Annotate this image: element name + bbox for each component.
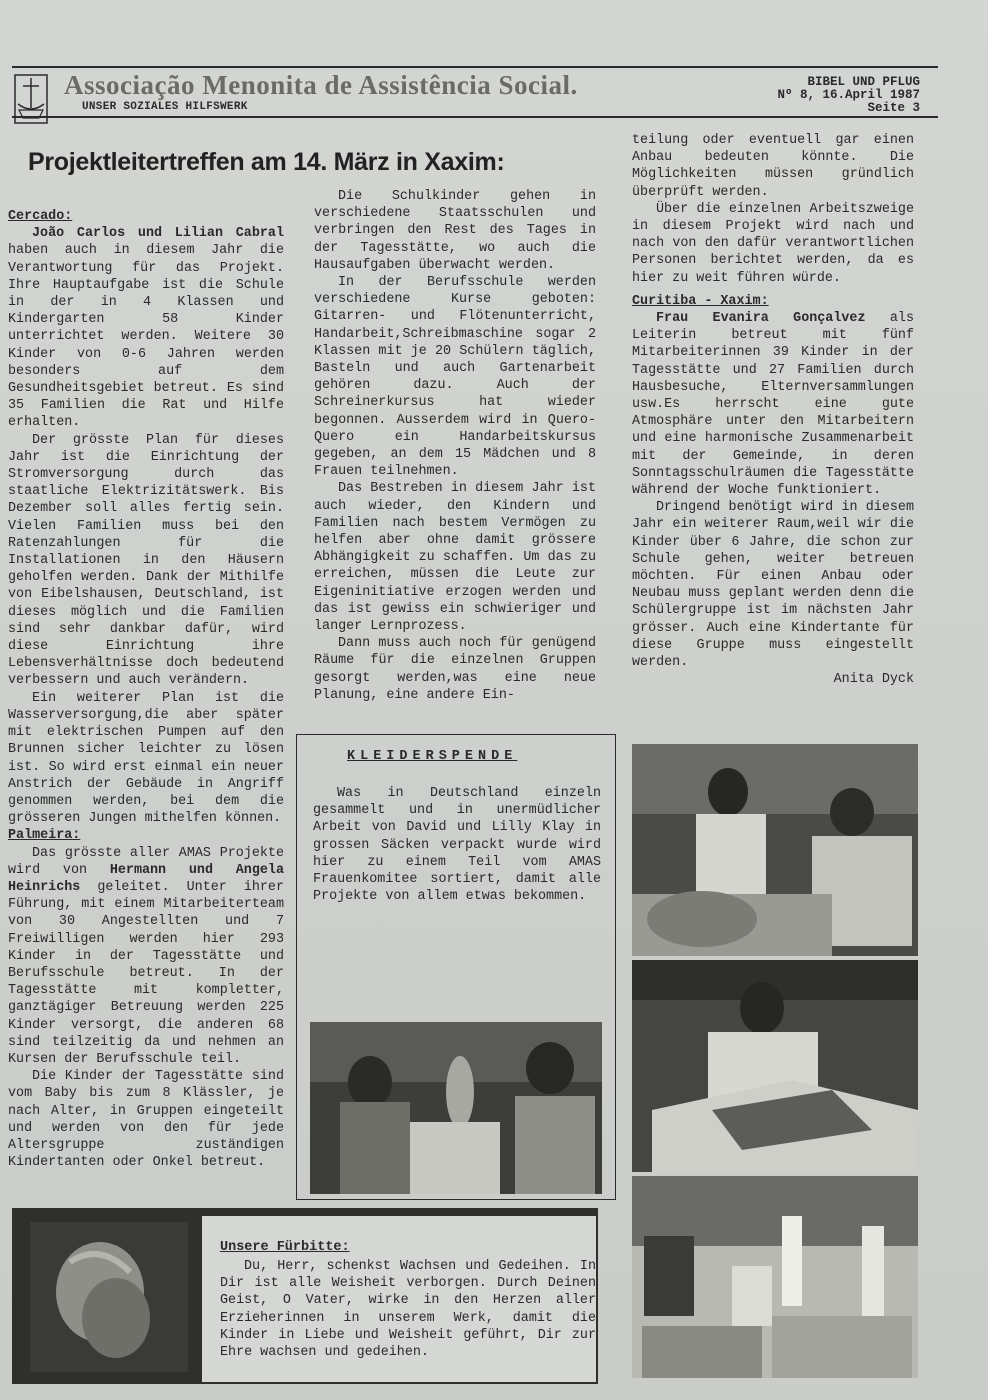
col3-paragraph-1: teilung oder eventuell gar einen Anbau bedeuten könnte. Die Möglichkeiten müssen gründlich überprüft werden.	[632, 133, 914, 200]
col2-paragraph-1: Die Schulkinder gehen in verschiedene Staatsschulen und verbringen den Rest des Tages in der Tagesstätte, wo auch die Hausaufgaben überwacht werden.	[314, 189, 596, 273]
article-column-2	[314, 188, 596, 704]
article-column-3	[632, 132, 914, 689]
article-headline: Projektleitertreffen am 14. März in Xaxim:	[28, 148, 505, 176]
cercado-paragraph-3: Ein weiterer Plan ist die Wasserversorgung,die aber später mit elektrischen Pumpen auf den Brunnen sicher leichter zu lösen ist. So wird erst einmal ein neuer Anstrich der Gebäude in Angriff genommen werden, bei dem die grösseren Jungen mithelfen können.	[8, 690, 284, 827]
photo-women-with-boxes	[632, 1176, 918, 1378]
cercado-paragraph-2: Der grösste Plan für dieses Jahr ist die Einrichtung der Stromversorgung durch das staatliche Elektrizitätswerk. Bis Dezember soll alles fertig sein. Vielen Familien muss bei den Ratenzahlungen für die Installationen in den Häusern geholfen werden. Dank der Mithilfe von Eibelshausen, Deutschland, ist dieses möglich und die Familien sind sehr dankbar dafür, wird diese Einrichtung ihre Lebensverhältnisse doch bedeutend verbessern und auch verändern.	[8, 432, 284, 689]
article-column-1	[8, 208, 284, 1171]
palmeira-paragraph-2: Die Kinder der Tagesstätte sind vom Baby bis zum 8 Klässler, je nach Alter, in Gruppen eingeteilt und werden von den für jede Altersgruppe zuständigen Kindertanten oder Onkel betreut.	[8, 1069, 284, 1171]
palmeira-paragraph-1	[8, 845, 284, 1069]
photo-sorting-table	[632, 744, 918, 956]
publication-info	[777, 76, 920, 115]
masthead-subtitle: UNSER SOZIALES HILFSWERK	[82, 101, 248, 113]
section-heading-cercado: Cercado:	[8, 209, 73, 224]
issue-date: Nº 8, 16.April 1987	[777, 88, 920, 102]
fuerbitte-text	[220, 1258, 596, 1361]
col2-paragraph-3: Das Bestreben in diesem Jahr ist auch wieder, den Kindern und Familien nach bestem Vermögen zu helfen aber ohne damit grössere Abhängigkeit zu schaffen. Um das zu erreichen, müssen die Leute zur Eigeninitiative erzogen werden und das ist gewiss ein schwieriger und langer Lernprozess.	[314, 481, 596, 635]
fuerbitte-paragraph: Du, Herr, schenkst Wachsen und Gedeihen. In Dir ist alle Weisheit verborgen. Durch Deinen Geist, O Vater, wirke in den Herzen aller Erzieherinnen in unserem Werk, damit die Kinder in Liebe und Weisheit geführt, Dir zur Ehre wachsen und gedeihen.	[220, 1259, 596, 1361]
fuerbitte-title: Unsere Fürbitte:	[220, 1240, 350, 1255]
col2-paragraph-2: In der Berufsschule werden verschiedene Kurse geboten: Gitarren- und Flötenunterricht, Handarbeit,Schreibmaschine sogar 2 Klassen mit je 20 Schülern täglich, Basteln und auch Gartenarbeit gehören dazu. Auch der Schreinerkursus hat wieder begonnen. Ausserdem wird in Quero-Quero ein Handarbeitskursus gegeben, an dem 15 Mädchen und 8 Frauen teilnehmen.	[314, 275, 596, 480]
publication-name: BIBEL UND PFLUG	[807, 75, 920, 89]
masthead-title: Associação Menonita de Assistência Social.	[64, 70, 578, 100]
curitiba-paragraph-1	[632, 310, 914, 499]
cercado-names: João Carlos und Lilian Cabral	[32, 226, 284, 242]
amas-logo-icon	[14, 74, 48, 130]
header-rule-top	[12, 66, 938, 68]
kleiderspende-text	[313, 785, 601, 905]
cercado-paragraph-1	[8, 225, 284, 431]
palmeira-names: Hermann und Angela Heinrichs	[8, 862, 284, 895]
header-rule-bottom	[12, 116, 938, 118]
author-signature: Anita Dyck	[833, 672, 914, 688]
page-number: Seite 3	[867, 101, 920, 115]
praying-hands-image	[30, 1222, 188, 1372]
kleiderspende-title: KLEIDERSPENDE	[347, 749, 518, 764]
col3-paragraph-2: Über die einzelnen Arbeitszweige in diesem Projekt wird nach und nach von den dafür verantwortlichen Personen berichtet werden, da es hier zu weit führen würde.	[632, 201, 914, 286]
photo-packing-boxes	[632, 960, 918, 1172]
curitiba-text-1: als Leiterin betreut mit fünf Mitarbeiterinnen 39 Kinder in der Tagesstätte und 27 Familien durch Hausbesuche, Elternversammlungen usw.Es herrscht eine gute Atmosphäre unter den Mitarbeitern und eine harmonische Zusammenarbeit mit der Gemeinde, in deren Sonntagsschulräumen die Tagesstätte während der Woche funktioniert.	[632, 311, 914, 499]
fuerbitte-text-panel	[202, 1216, 596, 1382]
palmeira-text-1a: Das grösste aller AMAS Projekte wird von	[8, 845, 284, 878]
curitiba-paragraph-2: Dringend benötigt wird in diesem Jahr ein weiterer Raum,weil wir die Kinder über 6 Jahre, die schon zur Schule gehen, weiter betreuen möchten. Für einen Anbau oder Neubau muss geplant werden denn die Schülergruppe ist im nächsten Jahr grösser. Auch eine Kindertante für diese Gruppe muss eingestellt werden.	[632, 500, 914, 671]
cercado-text-1: haben auch in diesem Jahr die Verantwortung für das Projekt. Ihre Hauptaufgabe ist die Schule in der in 4 Klassen und Kindergarten 58 Kinder unterrichtet werden. Weitere 30 Kinder von 0-6 Jahren werden besonders auf dem Gesundheitsgebiet betreut. Es sind 35 Familien die Rat und Hilfe erhalten.	[8, 243, 284, 431]
fuerbitte-box	[12, 1208, 598, 1384]
curitiba-names: Frau Evanira Gonçalvez	[656, 311, 866, 327]
section-heading-curitiba: Curitiba - Xaxim:	[632, 293, 769, 309]
palmeira-text-1b: geleitet. Unter ihrer Führung, mit einem Mitarbeiterteam von 30 Angestellten und 7 Freiwilligen werden hier 293 Kinder in der Tagesstätte und Berufsschule betreut. In der Tagesstätte mit kompletter, ganztägiger Betreuung werden 225 Kinder versorgt, die anderen 68 sind teilzeitig da und nehmen an Kursen der Berufsschule teil.	[8, 879, 284, 1067]
kleiderspende-paragraph: Was in Deutschland einzeln gesammelt und in unermüdlicher Arbeit von David und Lilly Klay in grossen Säcken verpackt wurde wird hier zu einem Teil vom AMAS Frauenkomitee sortiert, damit alle Projekte von allem etwas bekommen.	[313, 786, 601, 905]
section-heading-palmeira: Palmeira:	[8, 828, 81, 844]
photo-women-sorting-clothes	[310, 1022, 602, 1194]
col2-paragraph-4: Dann muss auch noch für genügend Räume für die einzelnen Gruppen gesorgt werden,was eine neue Planung, eine andere Ein-	[314, 636, 596, 703]
